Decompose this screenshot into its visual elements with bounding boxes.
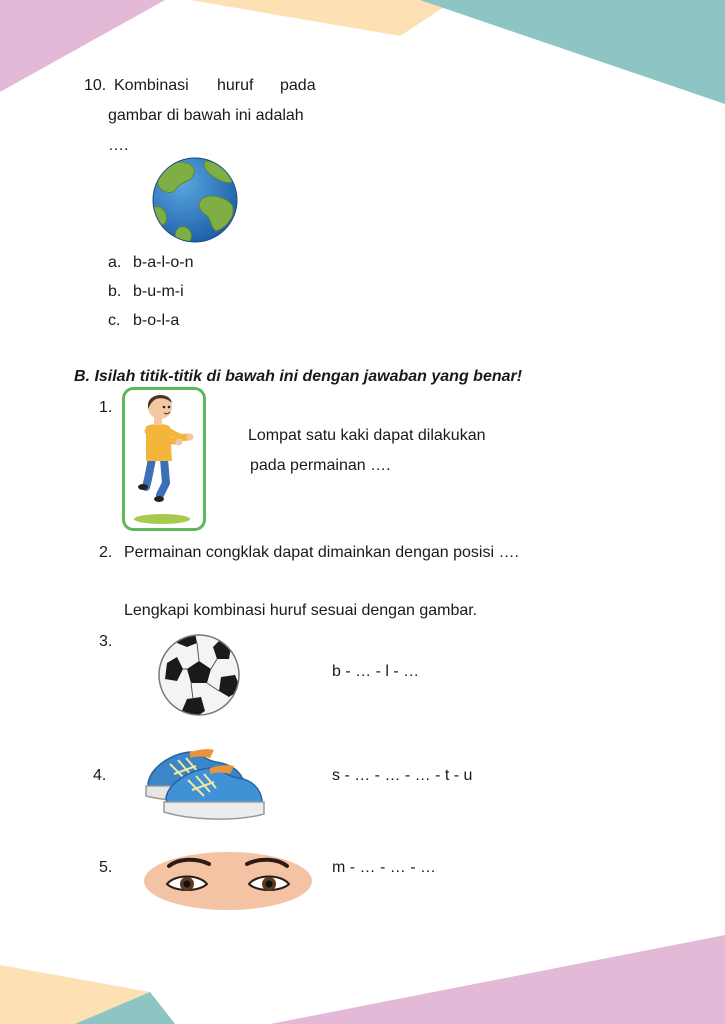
q10-option-b-letter: b. xyxy=(108,283,122,300)
q10-line-2: gambar di bawah ini adalah xyxy=(108,107,304,124)
q10-word-2: huruf xyxy=(217,77,254,94)
q10-word-3: pada xyxy=(280,77,316,94)
q10-option-b-text: b-u-m-i xyxy=(133,283,184,300)
top-peach-shape xyxy=(190,0,455,36)
b-q4-pattern: s - … - … - … - t - u xyxy=(332,767,473,784)
b-q5-number: 5. xyxy=(99,859,113,876)
b-q2-text: Permainan congklak dapat dimainkan dengan posisi …. xyxy=(124,544,519,561)
shoes-icon xyxy=(140,740,266,824)
q10-option-c-letter: c. xyxy=(108,312,121,329)
q10-number: 10. xyxy=(84,77,107,94)
q10-word-1: Kombinasi xyxy=(114,77,189,94)
b-q1-number: 1. xyxy=(99,399,113,416)
b-q3-number: 3. xyxy=(99,633,113,650)
soccer-ball-icon xyxy=(157,633,241,717)
section-b-heading: B. Isilah titik-titik di bawah ini dengan jawaban yang benar! xyxy=(74,368,523,385)
b-q2-number: 2. xyxy=(99,544,113,561)
earth-globe-icon xyxy=(150,155,240,245)
b-instruction: Lengkapi kombinasi huruf sesuai dengan gambar. xyxy=(124,602,478,619)
b-q4-number: 4. xyxy=(93,767,107,784)
eyes-icon xyxy=(143,850,313,912)
q10-option-c-text: b-o-l-a xyxy=(133,312,180,329)
jumping-boy-icon xyxy=(122,387,206,531)
top-right-teal-shape xyxy=(420,0,725,104)
b-q1-line-1: Lompat satu kaki dapat dilakukan xyxy=(248,427,486,444)
q10-option-a-letter: a. xyxy=(108,254,122,271)
b-q1-line-2: pada permainan …. xyxy=(250,457,391,474)
q10-line-3: …. xyxy=(108,137,129,154)
q10-option-a-text: b-a-l-o-n xyxy=(133,254,194,271)
b-q5-pattern: m - … - … - … xyxy=(332,859,436,876)
bottom-right-pink-shape xyxy=(270,935,725,1024)
b-q3-pattern: b - … - l - … xyxy=(332,663,420,680)
